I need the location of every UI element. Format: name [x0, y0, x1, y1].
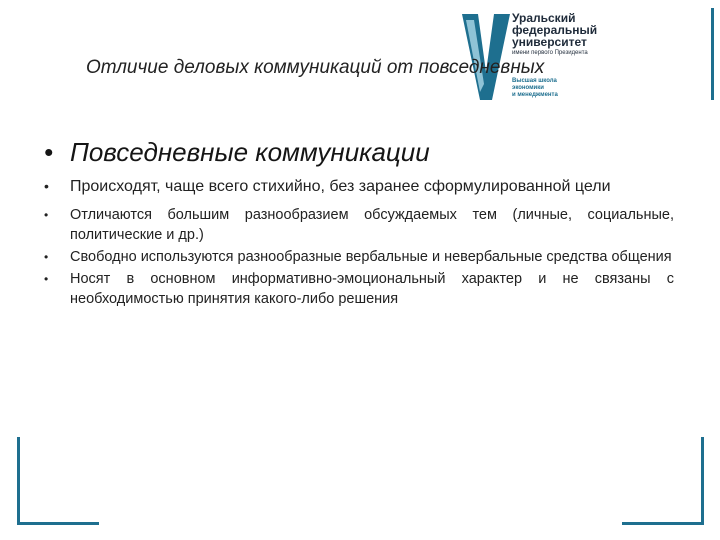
main-bullet: [44, 136, 684, 168]
frame-corner-bottom-left-horizontal: [17, 522, 99, 525]
bullet-marker: •: [44, 208, 49, 222]
bullet-marker: •: [44, 137, 54, 167]
university-name: Уральский федеральный университет: [512, 11, 598, 49]
frame-corner-bottom-right-horizontal: [622, 522, 704, 525]
list-item-text: Отличаются большим разнообразием обсуждаемых тем (личные, социальные, политические и др.): [70, 207, 674, 243]
bullet-marker: •: [44, 272, 49, 286]
bullet-marker: •: [44, 250, 49, 264]
bullet-list: [44, 176, 674, 309]
frame-corner-top-right: [711, 8, 714, 100]
list-item: [44, 269, 674, 309]
list-item: [44, 205, 674, 245]
list-item-text: Носят в основном информативно-эмоциональный характер и не связаны с необходимостью принятия какого-либо решения: [70, 271, 674, 307]
list-item-text: Происходят, чаще всего стихийно, без заранее сформулированной цели: [70, 178, 611, 195]
frame-corner-bottom-left-vertical: [17, 437, 20, 525]
slide-title: Отличие деловых коммуникаций от повседневных: [86, 57, 545, 78]
frame-corner-bottom-right-vertical: [701, 437, 704, 525]
list-item: [44, 176, 674, 197]
bullet-marker: •: [44, 178, 49, 194]
list-item-text: Свободно используются разнообразные вербальные и невербальные средства общения: [70, 249, 672, 265]
school-name: Высшая школа экономики и менеджмента: [512, 78, 558, 98]
main-bullet-text: Повседневные коммуникации: [70, 137, 430, 167]
university-subtitle: имени первого Президента: [512, 50, 588, 56]
list-item: [44, 247, 674, 267]
